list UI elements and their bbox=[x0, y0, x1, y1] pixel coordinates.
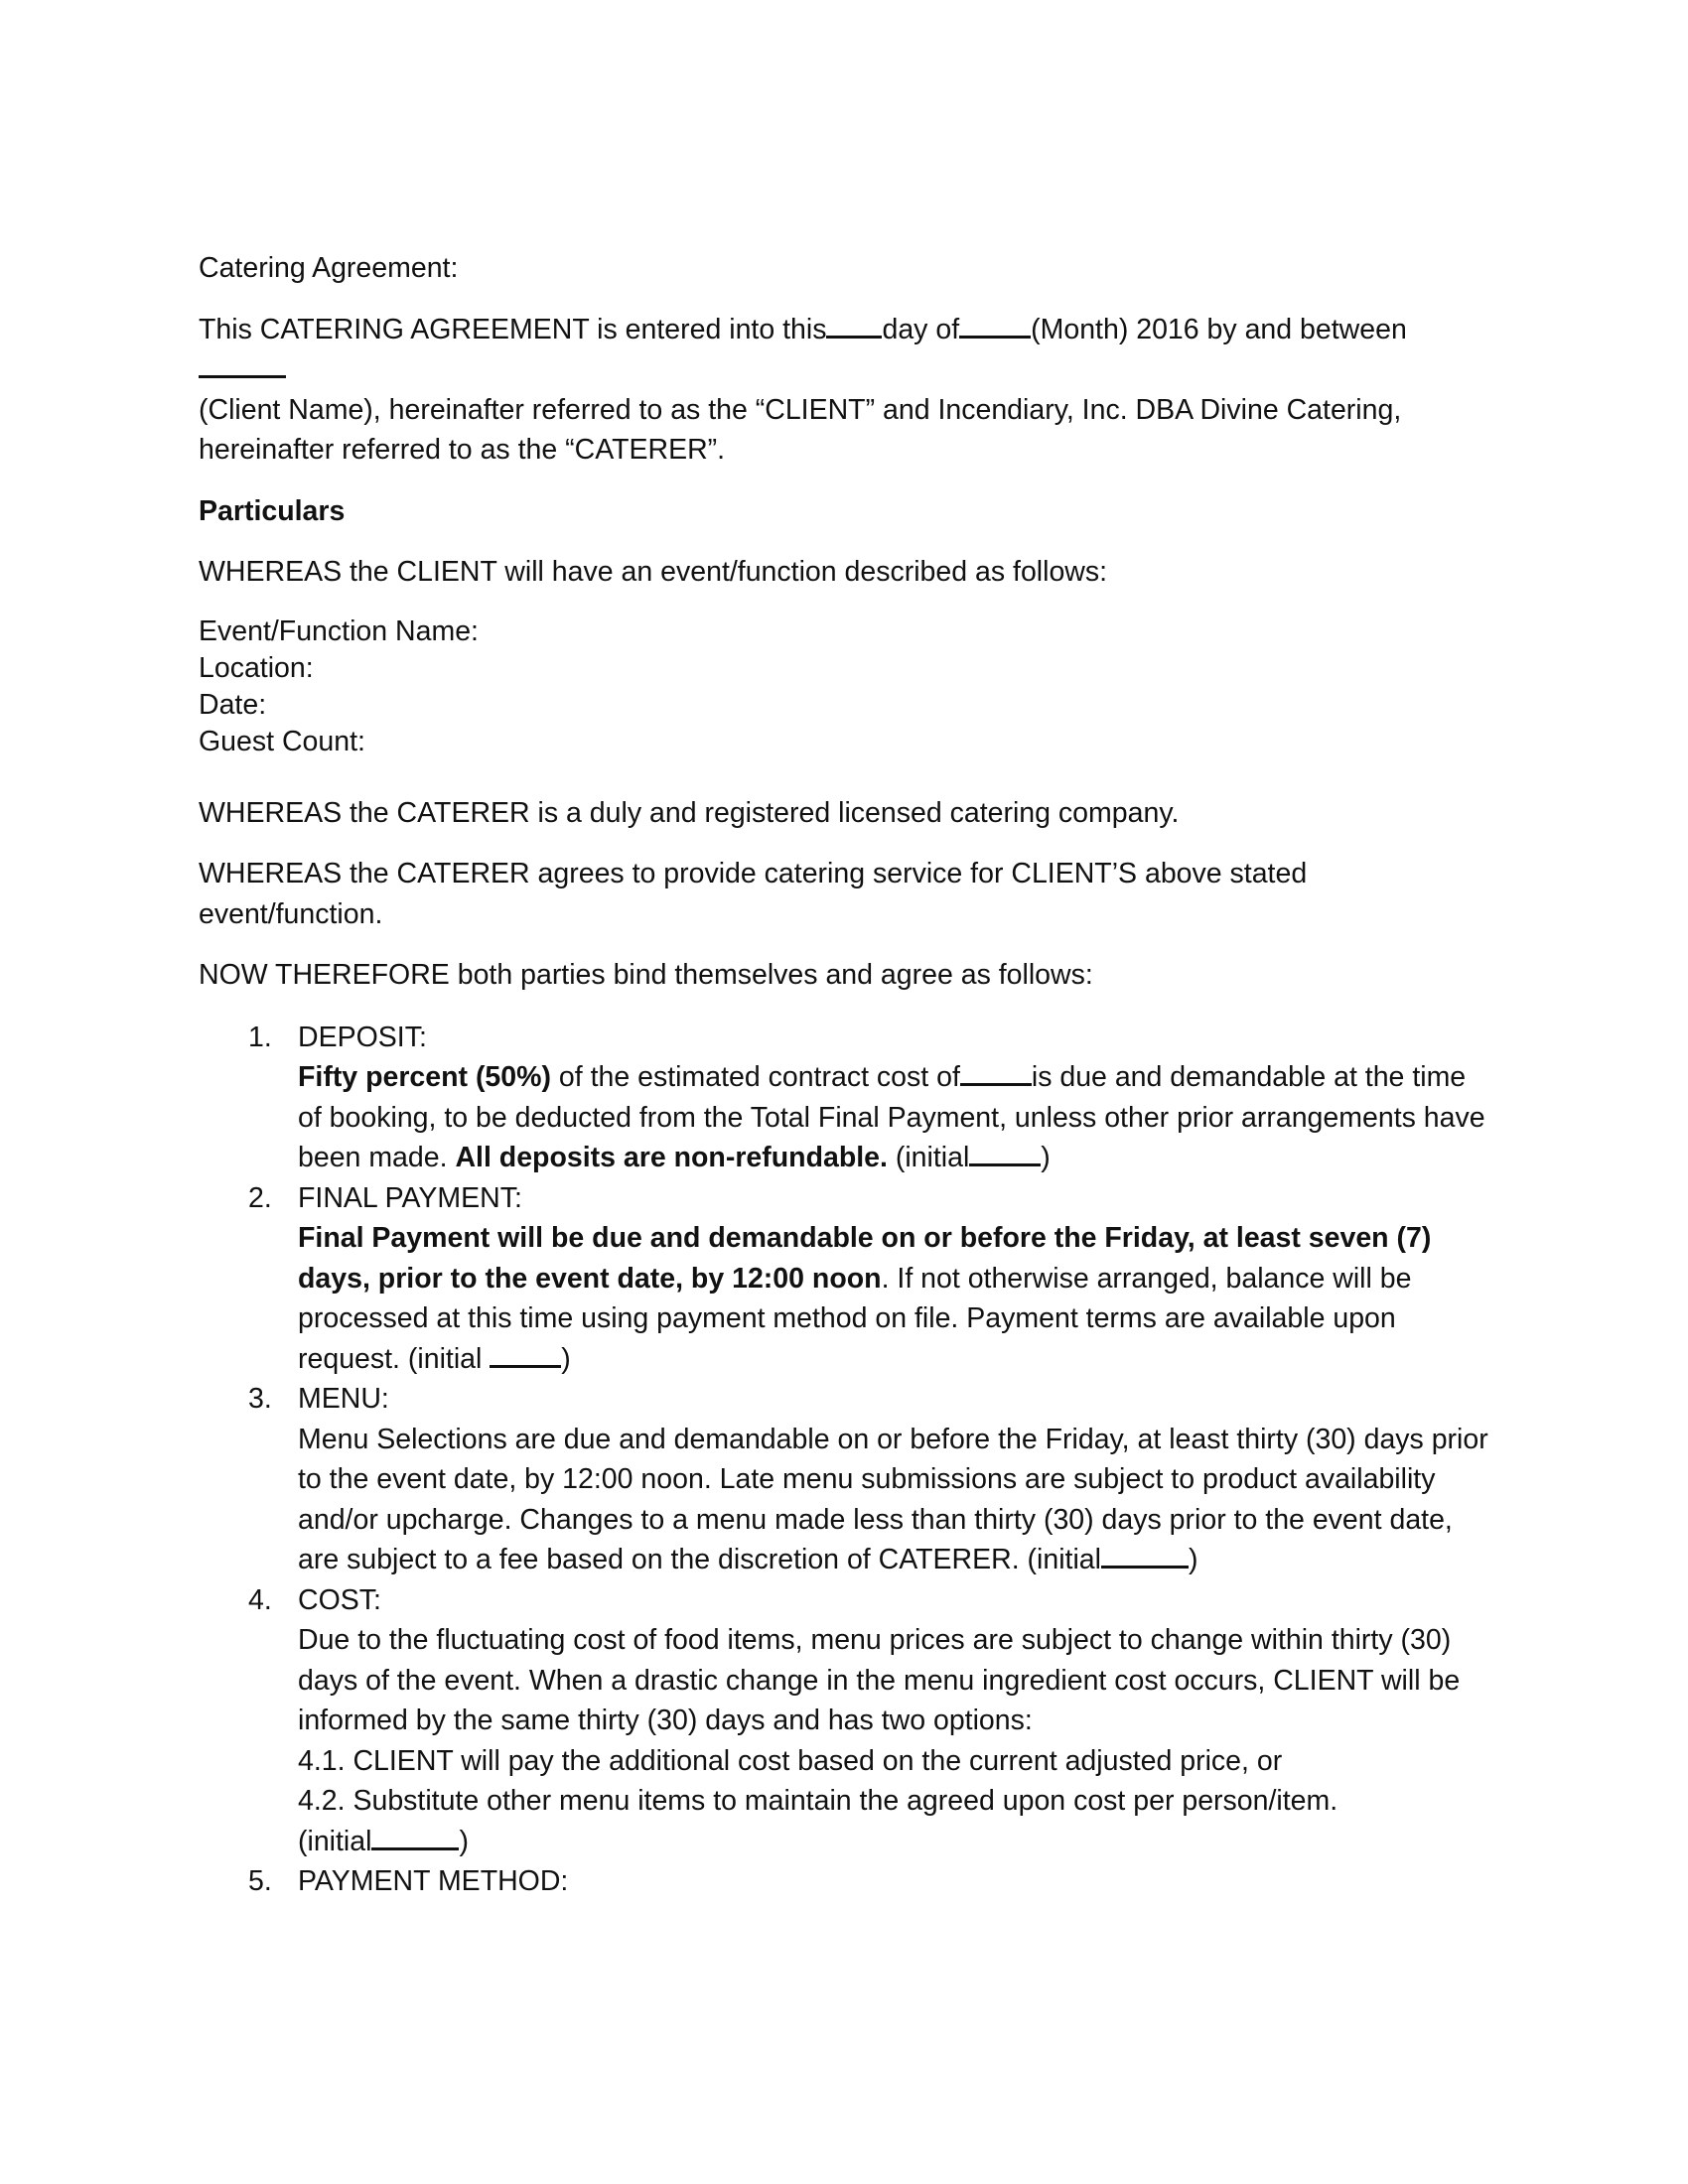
final-payment-bold: Final Payment will be due and demandable on or before the Friday, at least seven (7) days, prior to the event date, by 12:00 noon bbox=[298, 1222, 1432, 1295]
client-name-blank bbox=[199, 349, 286, 378]
cost-initial-label: (initial bbox=[298, 1825, 372, 1857]
term-number: 3. bbox=[248, 1383, 272, 1415]
particulars-heading: Particulars bbox=[199, 494, 346, 527]
deposit-bold-percent: Fifty percent (50%) bbox=[298, 1061, 551, 1093]
final-payment-text: . If not otherwise arranged, balance will be processed at this time using payment method on file. Payment terms are available upon request. (initial bbox=[298, 1262, 1412, 1375]
initial-blank bbox=[1101, 1540, 1189, 1569]
final-payment-close: ) bbox=[561, 1342, 571, 1375]
event-fields bbox=[199, 614, 1489, 760]
initial-blank bbox=[969, 1138, 1041, 1166]
terms-list bbox=[199, 1018, 1489, 1902]
whereas-service: WHEREAS the CATERER agrees to provide catering service for CLIENT’S above stated event/function. bbox=[199, 858, 1308, 930]
deposit-text-1: of the estimated contract cost of bbox=[550, 1061, 960, 1093]
term-final-payment bbox=[199, 1178, 1489, 1380]
term-heading: FINAL PAYMENT: bbox=[298, 1181, 522, 1214]
intro-line-3: hereinafter referred to as the “CATERER”. bbox=[199, 434, 726, 466]
term-heading: DEPOSIT: bbox=[298, 1021, 427, 1053]
whereas-licensed: WHEREAS the CATERER is a duly and registered licensed catering company. bbox=[199, 796, 1180, 829]
contract-cost-blank bbox=[960, 1057, 1032, 1086]
cost-close: ) bbox=[459, 1825, 469, 1857]
cost-text: Due to the fluctuating cost of food items, menu prices are subject to change within thirty (30) days of the event. When a drastic change in the menu ingredient cost occurs, CLIENT will be informed by the same thirty (30) days and has two options: bbox=[298, 1624, 1461, 1736]
term-cost bbox=[199, 1580, 1489, 1862]
location-label: Location: bbox=[199, 651, 314, 684]
term-deposit bbox=[199, 1018, 1489, 1178]
agreement-document bbox=[199, 248, 1489, 1902]
term-heading: COST: bbox=[298, 1583, 381, 1616]
cost-option-1: 4.1. CLIENT will pay the additional cost based on the current adjusted price, or bbox=[298, 1744, 1283, 1777]
term-menu bbox=[199, 1379, 1489, 1580]
intro-text-2: day of bbox=[882, 313, 960, 345]
deposit-text-3: (initial bbox=[887, 1142, 970, 1173]
deposit-text-2: is due and demandable at the time of booking, to be deducted from the Total Final Payment, unless other prior arrangements have been made. bbox=[298, 1061, 1485, 1173]
deposit-bold-nonrefundable: All deposits are non-refundable. bbox=[455, 1142, 888, 1173]
term-number: 5. bbox=[248, 1865, 272, 1897]
document-title: Catering Agreement: bbox=[199, 252, 459, 284]
now-therefore: NOW THEREFORE both parties bind themselves and agree as follows: bbox=[199, 959, 1093, 991]
intro-paragraph bbox=[199, 310, 1489, 471]
month-blank bbox=[959, 310, 1031, 339]
initial-blank bbox=[371, 1822, 459, 1850]
intro-text-1: This CATERING AGREEMENT is entered into this bbox=[199, 313, 827, 345]
term-heading: MENU: bbox=[298, 1383, 389, 1415]
day-blank bbox=[826, 310, 882, 339]
event-name-label: Event/Function Name: bbox=[199, 614, 479, 647]
cost-option-2: 4.2. Substitute other menu items to maintain the agreed upon cost per person/item. bbox=[298, 1785, 1338, 1817]
intro-line-2: (Client Name), hereinafter referred to as the “CLIENT” and Incendiary, Inc. DBA Divine Catering, bbox=[199, 393, 1402, 426]
initial-blank bbox=[490, 1339, 561, 1368]
deposit-close: ) bbox=[1041, 1142, 1051, 1173]
menu-close: ) bbox=[1188, 1544, 1198, 1575]
guest-count-label: Guest Count: bbox=[199, 725, 365, 757]
intro-text-3: (Month) 2016 by and between bbox=[1031, 313, 1407, 345]
whereas-event: WHEREAS the CLIENT will have an event/function described as follows: bbox=[199, 556, 1108, 588]
date-label: Date: bbox=[199, 688, 267, 721]
term-number: 2. bbox=[248, 1181, 272, 1214]
term-number: 4. bbox=[248, 1583, 272, 1616]
term-heading: PAYMENT METHOD: bbox=[298, 1865, 569, 1897]
term-payment-method bbox=[199, 1861, 1489, 1902]
menu-text: Menu Selections are due and demandable on or before the Friday, at least thirty (30) days prior to the event date, by 12:00 noon. Late menu submissions are subject to product availability and/or upcharge. Changes to a menu made less than thirty (30) days prior to the event date, are subject to a fee based on the discretion of CATERER. (initial bbox=[298, 1423, 1488, 1575]
term-number: 1. bbox=[248, 1021, 272, 1053]
